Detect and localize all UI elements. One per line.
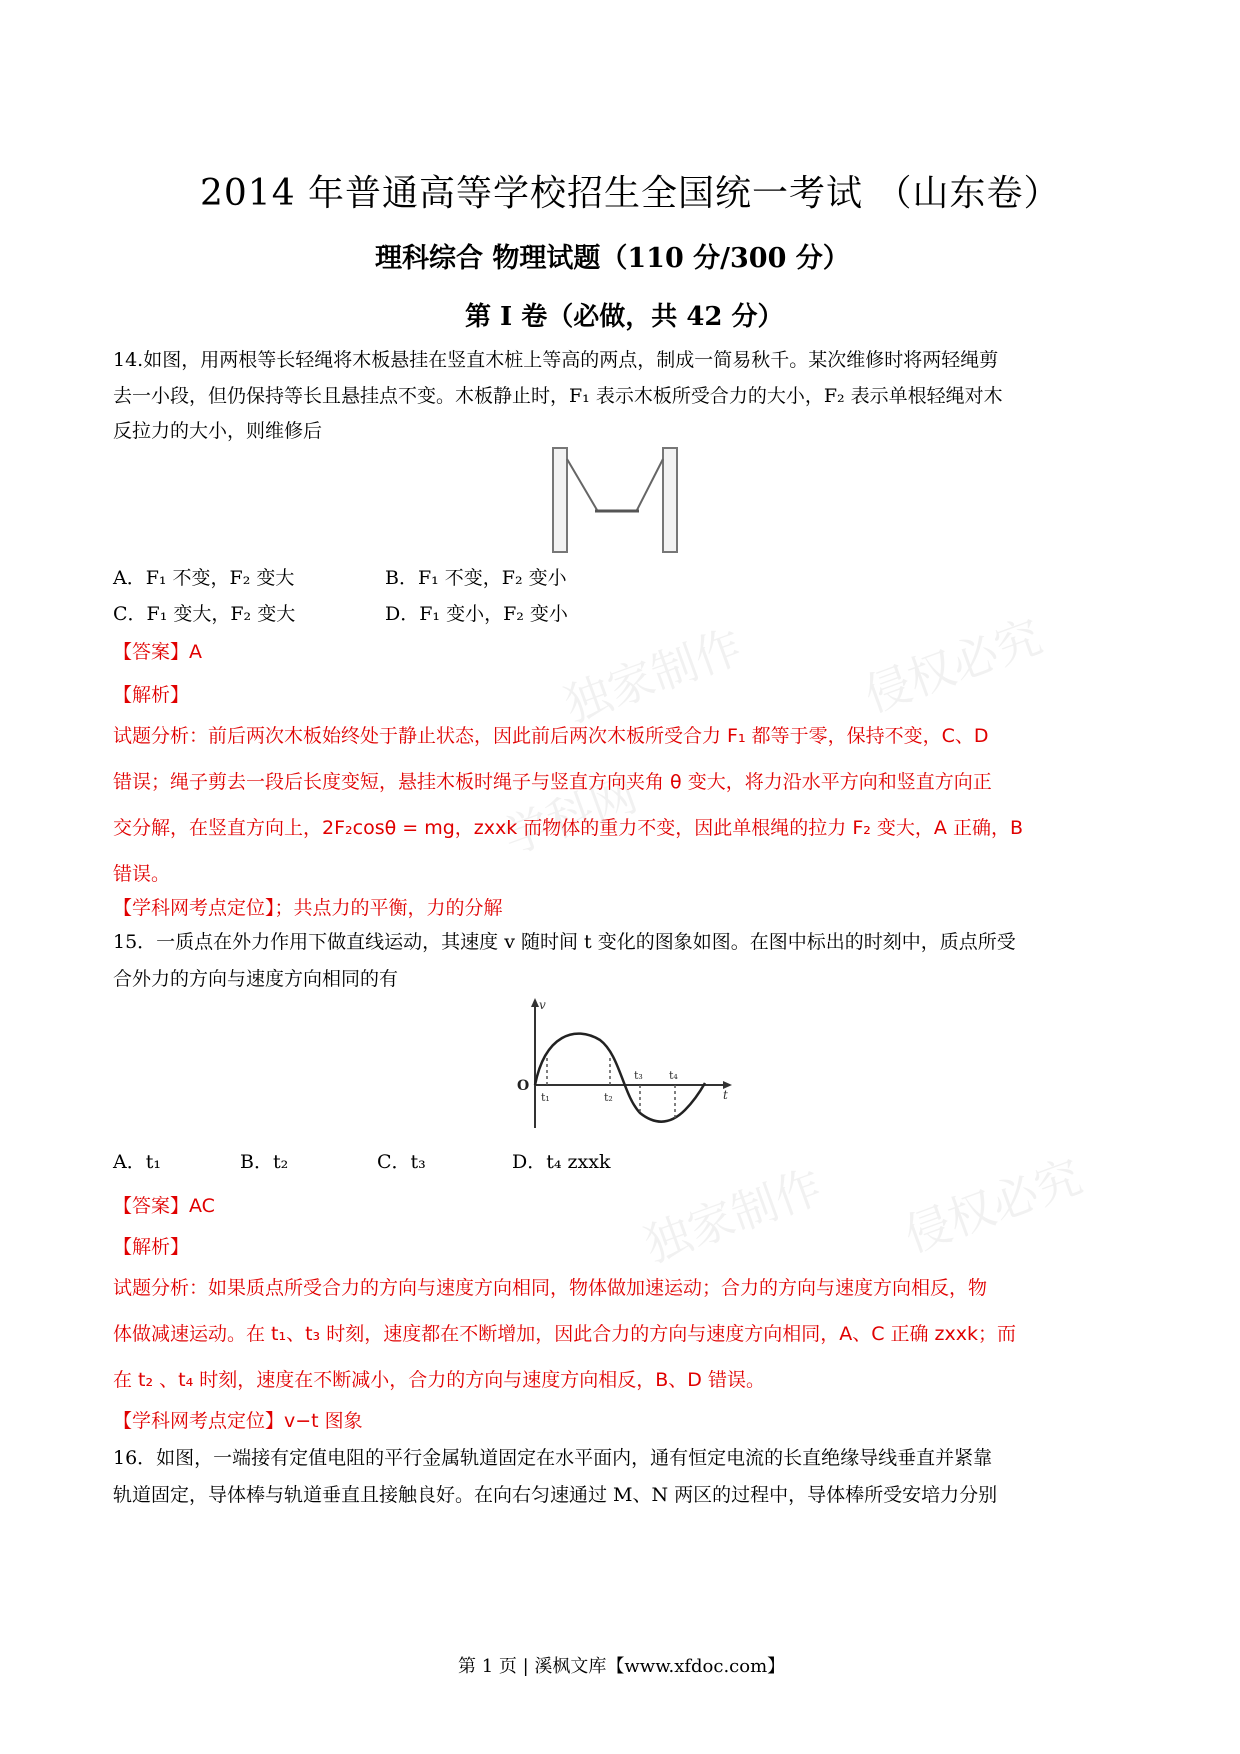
q15-analysis-line1: 试题分析：如果质点所受合力的方向与速度方向相同，物体做加速运动；合力的方向与速度方向相反，物 [113,1277,988,1299]
left-post [553,448,567,552]
q15-text-line1: 15．一质点在外力作用下做直线运动，其速度 v 随时间 t 变化的图象如图。在图中标出的时刻中，质点所受 [113,931,1016,953]
t1-label: t₁ [541,1091,550,1104]
swing-figure [545,445,685,555]
watermark: 侵权必究 [857,608,1049,723]
page-subtitle: 理科综合 物理试题（110 分/300 分） [375,243,850,274]
q16-text-line1: 16．如图，一端接有定值电阻的平行金属轨道固定在水平面内，通有恒定电流的长直绝缘导线垂直并紧靠 [113,1447,993,1469]
q14-text-line2: 去一小段，但仍保持等长且悬挂点不变。木板静止时，F₁ 表示木板所受合力的大小，F₂ 表示单根轻绳对木 [113,385,1003,407]
page-footer: 第 1 页 | 溪枫文库【www.xfdoc.com】 [458,1656,786,1677]
q15-option-a: A．t₁ [113,1151,161,1173]
q14-analysis-line3: 交分解，在竖直方向上，2F₂cosθ = mg，zxxk 而物体的重力不变，因此单根绳的拉力 F₂ 变大，A 正确，B [113,817,1023,839]
q15-analysis-line3: 在 t₂ 、t₄ 时刻，速度在不断减小，合力的方向与速度方向相反，B、D 错误。 [113,1369,765,1391]
q15-analysis-label: 【解析】 [113,1236,190,1258]
vt-graph [505,995,735,1135]
watermark: 侵权必究 [897,1148,1089,1263]
right-post [663,448,677,552]
q14-analysis-line2: 错误；绳子剪去一段后长度变短，悬挂木板时绳子与竖直方向夹角 θ 变大，将力沿水平方向和竖直方向正 [113,771,992,793]
left-rope [567,459,597,510]
t4-label: t₄ [669,1069,678,1082]
page-title: 2014 年普通高等学校招生全国统一考试 （山东卷） [200,173,1061,214]
watermark: 独家制作 [557,618,749,733]
watermark: 独家制作 [637,1158,829,1273]
q14-option-c: C．F₁ 变大，F₂ 变大 [113,603,296,625]
t-axis-label: t [723,1088,728,1102]
t3-label: t₃ [634,1069,643,1082]
q14-answer: 【答案】A [113,641,202,663]
q14-text-line3: 反拉力的大小，则维修后 [113,420,323,442]
v-axis-label: v [539,998,546,1012]
q15-option-b: B．t₂ [240,1151,289,1173]
q16-text-line2: 轨道固定，导体棒与轨道垂直且接触良好。在向右匀速通过 M、N 两区的过程中，导体棒所受安培力分别 [113,1484,998,1506]
q14-analysis-label: 【解析】 [113,684,190,706]
origin-label: O [517,1078,530,1094]
section-heading: 第 I 卷（必做，共 42 分） [465,302,784,332]
v-axis-arrow [531,998,539,1007]
q15-answer: 【答案】AC [113,1195,215,1217]
q14-analysis-line4: 错误。 [113,863,171,885]
q14-option-a: A．F₁ 不变，F₂ 变大 [113,567,295,589]
q15-option-d: D．t₄ zxxk [512,1151,611,1173]
q15-knowledge-point: 【学科网考点定位】v−t 图象 [113,1410,363,1432]
q14-text-line1: 14.如图，用两根等长轻绳将木板悬挂在竖直木桩上等高的两点，制成一简易秋千。某次维修时将两轻绳剪 [113,349,999,371]
velocity-curve [535,1034,705,1122]
q15-analysis-line2: 体做减速运动。在 t₁、t₃ 时刻，速度都在不断增加，因此合力的方向与速度方向相同，A、C 正确 zxxk；而 [113,1323,1017,1345]
q14-knowledge-point: 【学科网考点定位】；共点力的平衡，力的分解 [113,897,503,919]
right-rope [637,459,663,510]
t2-label: t₂ [604,1091,613,1104]
watermark: 学科网 [495,766,645,865]
q14-option-d: D．F₁ 变小，F₂ 变小 [385,603,568,625]
q15-text-line2: 合外力的方向与速度方向相同的有 [113,968,399,990]
q15-option-c: C．t₃ [377,1151,426,1173]
q14-option-b: B．F₁ 不变，F₂ 变小 [385,567,567,589]
q14-analysis-line1: 试题分析：前后两次木板始终处于静止状态，因此前后两次木板所受合力 F₁ 都等于零，保持不变，C、D [113,725,989,747]
